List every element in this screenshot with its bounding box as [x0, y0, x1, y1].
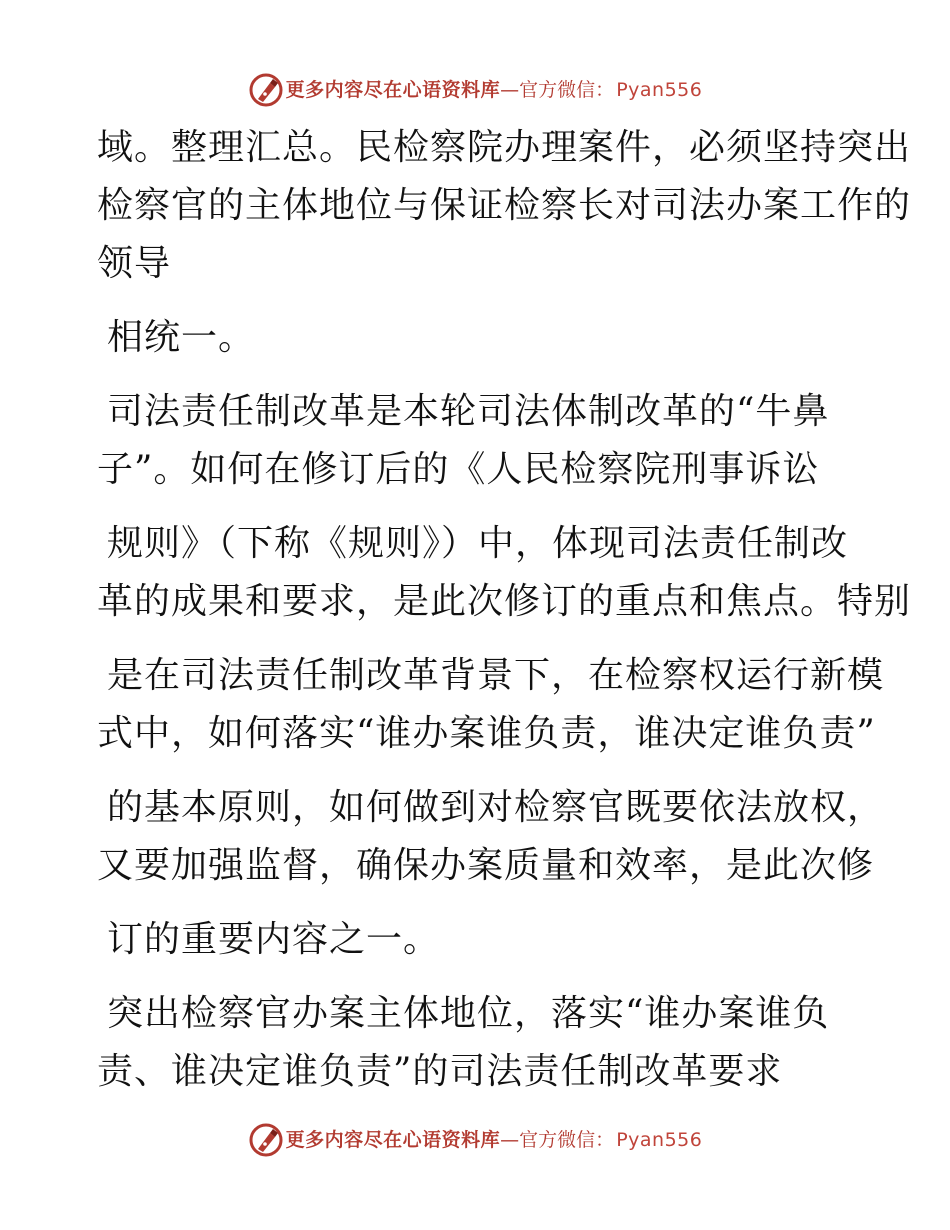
body-line: 革的成果和要求，是此次修订的重点和焦点。特别 — [97, 581, 912, 622]
header-banner — [0, 70, 950, 110]
body-line: 子”。如何在修订后的《人民检察院刑事诉讼 — [97, 449, 820, 490]
body-line: 突出检察官办案主体地位，落实“谁办案谁负 — [107, 993, 830, 1034]
body-line: 又要加强监督，确保办案质量和效率，是此次修 — [97, 845, 875, 886]
footer-banner — [0, 1120, 950, 1160]
body-line: 领导 — [97, 243, 172, 284]
body-line: 域。整理汇总。民检察院办理案件，必须坚持突出 — [97, 127, 912, 168]
banner-wechat-id: Pyan556 — [616, 79, 703, 101]
banner-official-label: 官方微信： — [519, 1129, 615, 1151]
banner-wechat-id: Pyan556 — [616, 1129, 703, 1151]
body-line: 司法责任制改革是本轮司法体制改革的“牛鼻 — [107, 391, 830, 432]
pen-nib-logo-icon — [248, 72, 284, 108]
body-line: 规则》（下称《规则》）中，体现司法责任制改 — [107, 523, 849, 564]
pen-nib-logo-icon — [248, 1122, 284, 1158]
banner-official-label: 官方微信： — [519, 79, 615, 101]
body-line: 检察官的主体地位与保证检察长对司法办案工作的 — [97, 185, 912, 226]
banner-dash: — — [500, 1129, 520, 1151]
banner-brand: 更多内容尽在心语资料库 — [285, 1129, 501, 1151]
body-line: 的基本原则，如何做到对检察官既要依法放权， — [107, 787, 885, 828]
body-line: 式中，如何落实“谁办案谁负责，谁决定谁负责” — [97, 713, 876, 754]
body-line: 责、谁决定谁负责”的司法责任制改革要求 — [97, 1051, 783, 1092]
body-line: 是在司法责任制改革背景下，在检察权运行新模 — [107, 655, 885, 696]
banner-dash: — — [500, 79, 520, 101]
body-line: 相统一。 — [107, 317, 256, 358]
banner-brand: 更多内容尽在心语资料库 — [285, 79, 501, 101]
body-line: 订的重要内容之一。 — [107, 919, 441, 960]
